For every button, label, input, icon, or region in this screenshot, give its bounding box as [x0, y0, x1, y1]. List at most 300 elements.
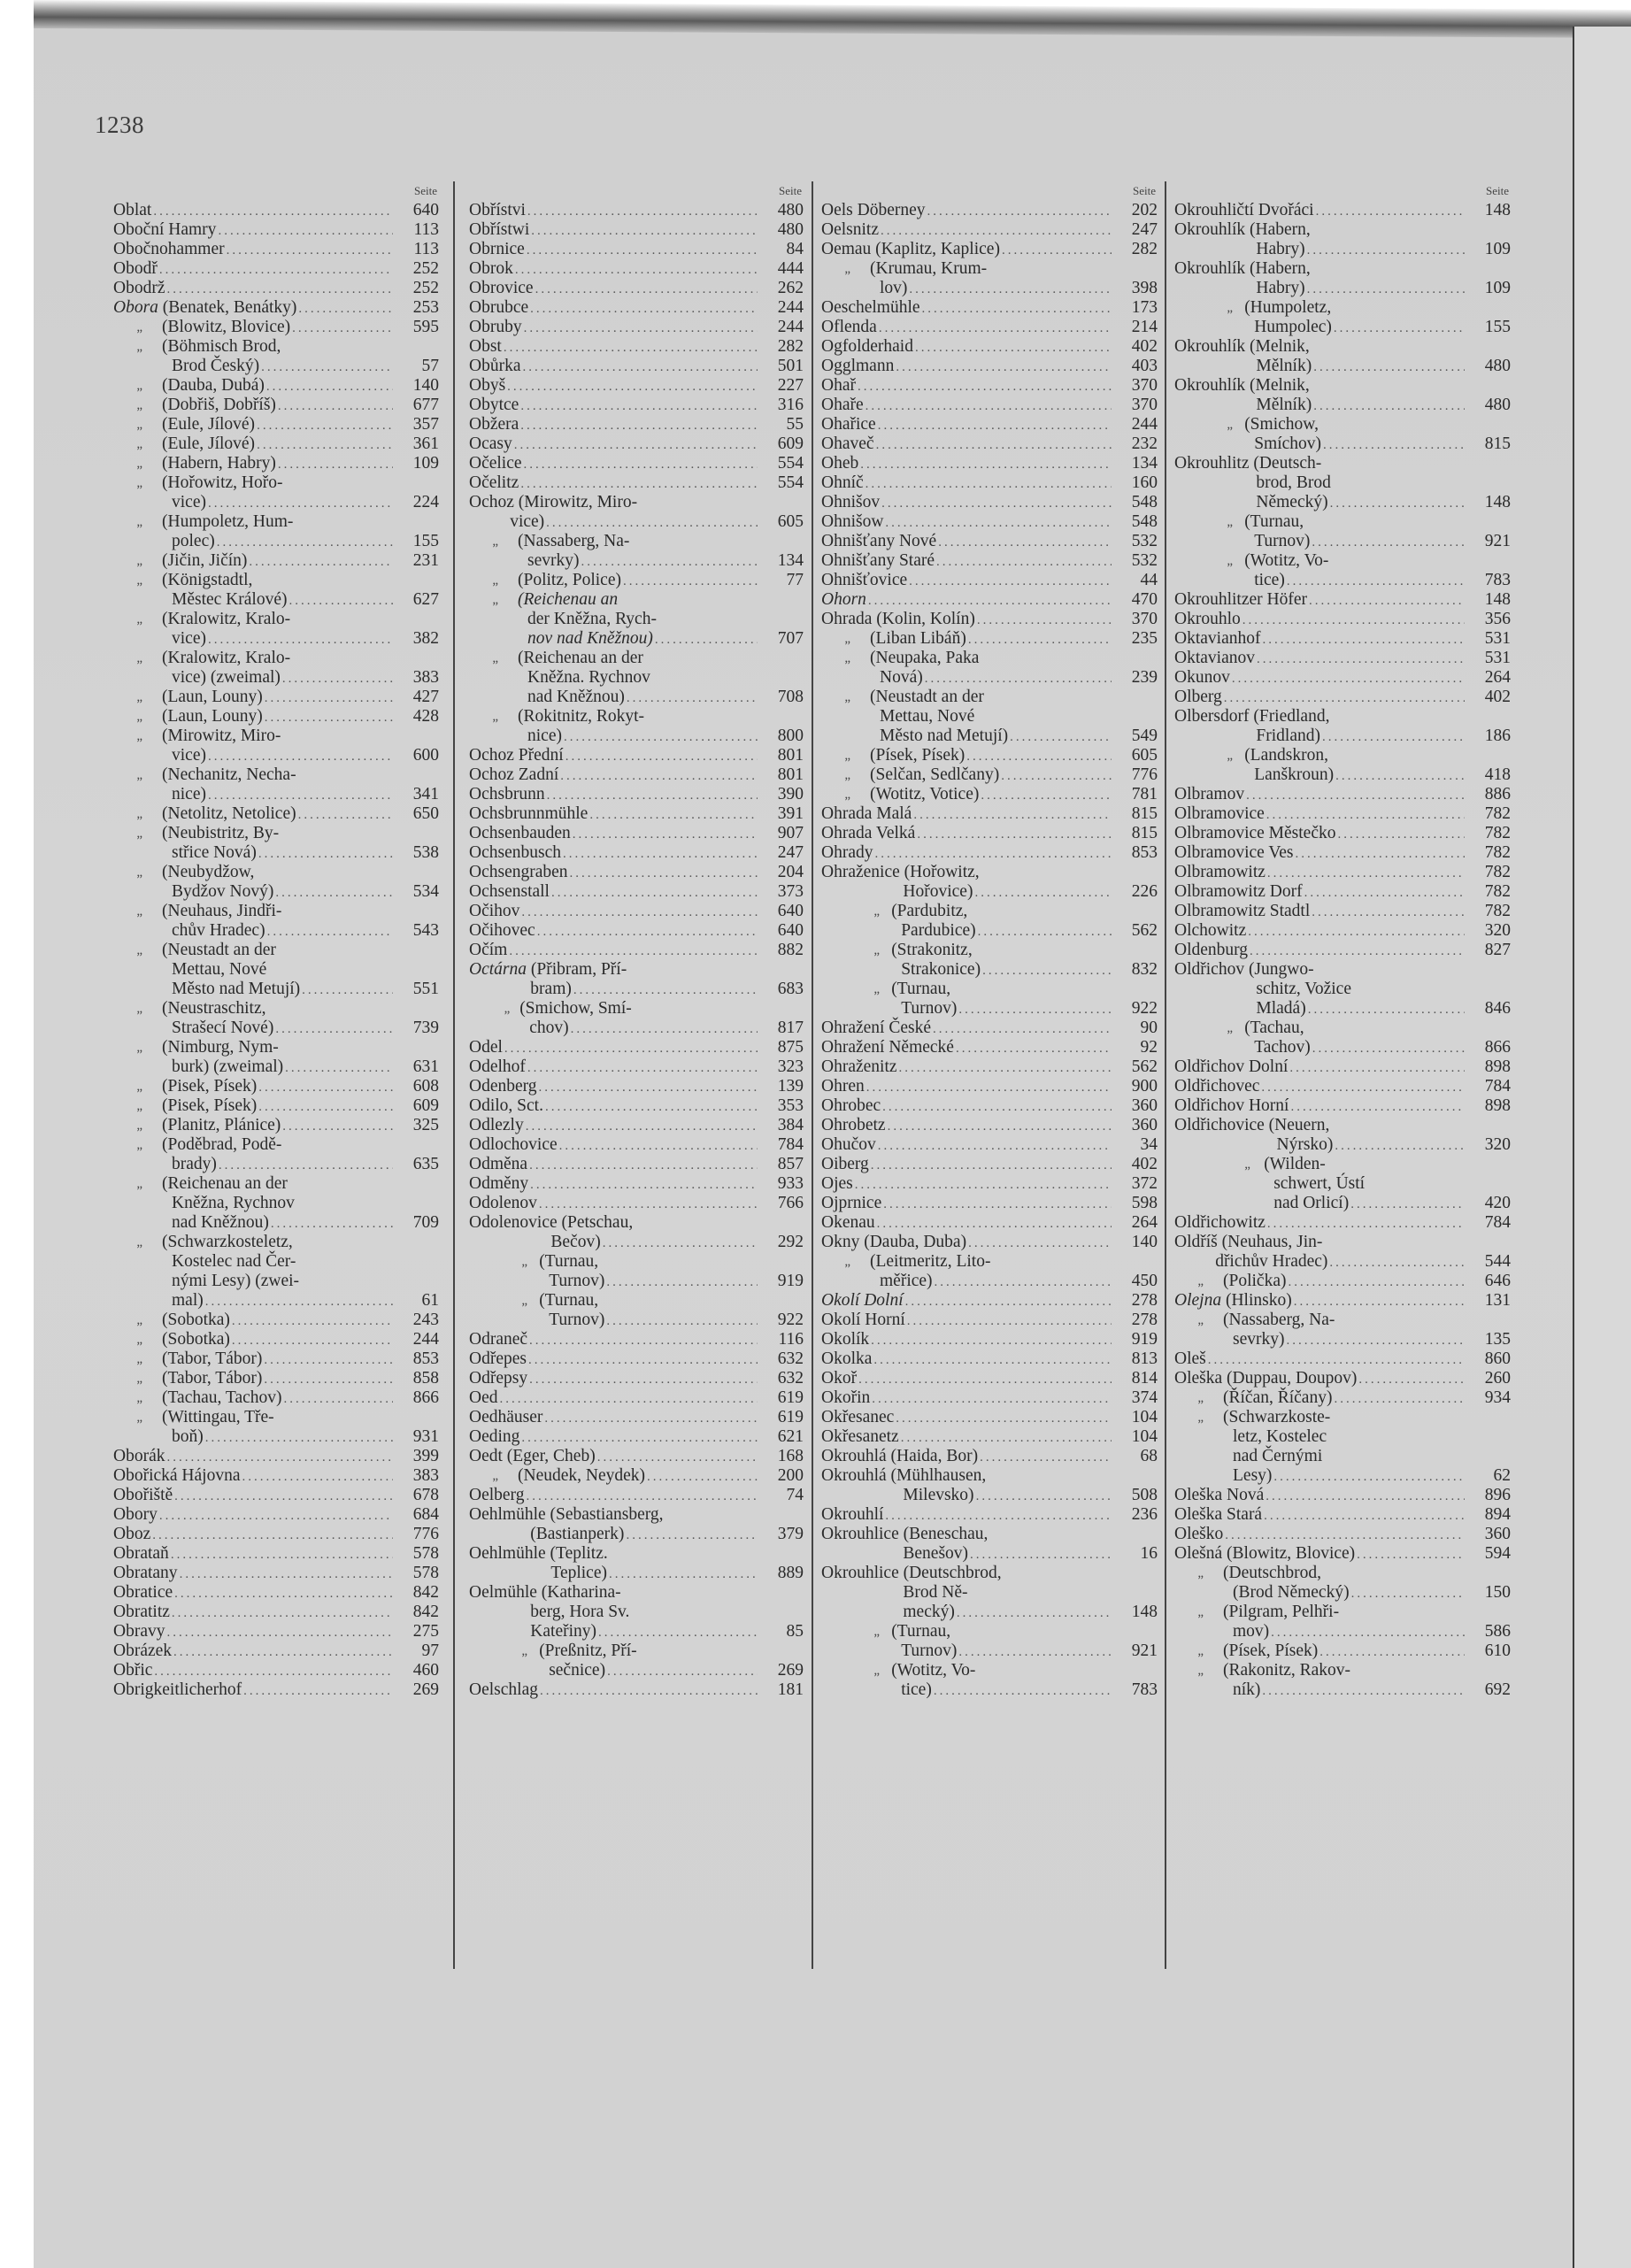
- entry-text: (Nimburg, Nym-: [162, 1038, 279, 1057]
- entry-text: Oblat: [113, 201, 152, 219]
- entry-text: Milevsko): [903, 1486, 974, 1504]
- entry-line: [821, 921, 1158, 941]
- index-entry: [469, 707, 804, 746]
- entry-line: [113, 1155, 439, 1174]
- page-reference: 784: [777, 1135, 804, 1154]
- index-entry: [469, 1466, 804, 1486]
- entry-line: [113, 1272, 439, 1291]
- index-entry: [113, 1408, 439, 1447]
- entry-line: [469, 1349, 804, 1369]
- entry-line: [821, 1077, 1158, 1096]
- index-entry: [469, 1096, 804, 1116]
- entry-line: [113, 434, 439, 454]
- column-divider-2: [812, 181, 813, 1969]
- index-entry: [469, 259, 804, 279]
- ditto-mark: „: [873, 1625, 881, 1639]
- entry-line: [821, 1525, 1158, 1544]
- page-reference: 632: [777, 1369, 804, 1388]
- entry-text: Obratitz: [113, 1603, 170, 1621]
- page-reference: 594: [1484, 1544, 1511, 1563]
- page-reference: 640: [412, 201, 439, 219]
- index-entry: [113, 1233, 439, 1311]
- entry-line: [1174, 668, 1511, 688]
- entry-line: [113, 1194, 439, 1213]
- entry-line: [113, 532, 439, 551]
- page-reference: 919: [777, 1272, 804, 1290]
- index-entry: [1174, 259, 1511, 298]
- entry-text: Odřepsy: [469, 1369, 528, 1388]
- entry-line: [1174, 1252, 1511, 1272]
- page-reference: 543: [412, 921, 439, 940]
- entry-line: [1174, 649, 1511, 668]
- entry-text: Ohražení Německé: [821, 1038, 954, 1057]
- page-reference: 231: [412, 551, 439, 570]
- entry-line: [821, 804, 1158, 824]
- entry-text: Očím: [469, 941, 508, 959]
- index-entry: [821, 1174, 1158, 1194]
- entry-line: [113, 240, 439, 259]
- page-reference: 244: [1131, 415, 1158, 434]
- dot-leader: [1334, 319, 1465, 338]
- dot-leader: [547, 786, 758, 805]
- page-reference: 226: [1131, 882, 1158, 901]
- entry-text: Okrouhlo: [1174, 610, 1241, 628]
- page-reference: 428: [412, 707, 439, 726]
- page-reference: 134: [777, 551, 804, 570]
- page-reference: 418: [1484, 765, 1511, 784]
- dot-leader: [159, 1506, 393, 1526]
- index-entry: [469, 571, 804, 590]
- dot-leader: [627, 688, 758, 708]
- page-reference: 562: [1131, 1057, 1158, 1076]
- entry-line: [1174, 1311, 1511, 1330]
- index-entry: [113, 902, 439, 941]
- entry-line: [1174, 493, 1511, 512]
- entry-text: Okolík: [821, 1330, 870, 1349]
- entry-line: [1174, 220, 1511, 240]
- entry-line: [821, 1641, 1158, 1661]
- entry-text: Ohrada (Kolin, Kolín): [821, 610, 975, 628]
- entry-line: [1174, 1135, 1511, 1155]
- dot-leader: [1309, 591, 1465, 611]
- dot-leader: [527, 241, 758, 260]
- index-entry: [1174, 1019, 1511, 1057]
- dot-leader: [606, 1272, 758, 1292]
- entry-line: [1174, 1564, 1511, 1583]
- entry-line: [113, 863, 439, 882]
- entry-text: Benešov): [903, 1544, 969, 1563]
- index-entry: [1174, 804, 1511, 824]
- dot-leader: [563, 844, 758, 864]
- page-reference: 921: [1484, 532, 1511, 550]
- index-entry: [469, 921, 804, 941]
- ditto-mark: „: [521, 1644, 528, 1658]
- page-reference: 244: [412, 1330, 439, 1349]
- dot-leader: [264, 1370, 393, 1389]
- dot-leader: [1334, 1389, 1465, 1409]
- page-reference: 896: [1484, 1486, 1511, 1504]
- entry-text: (Pardubitz,: [891, 902, 968, 920]
- entry-line: [113, 804, 439, 824]
- dot-leader: [1295, 844, 1465, 864]
- entry-line: [821, 590, 1158, 610]
- page-reference: 782: [1484, 863, 1511, 881]
- entry-text: Odel: [469, 1038, 503, 1057]
- dot-leader: [871, 1331, 1112, 1350]
- entry-text: bram): [530, 980, 572, 998]
- entry-line: [469, 629, 804, 649]
- entry-line: [821, 318, 1158, 337]
- entry-text: (Selčan, Sedlčany): [870, 765, 1000, 784]
- page-reference: 320: [1484, 1135, 1511, 1154]
- entry-line: [469, 1564, 804, 1583]
- dot-leader: [1267, 1214, 1465, 1234]
- dot-leader: [302, 980, 393, 1000]
- page-reference: 370: [1131, 396, 1158, 414]
- entry-line: [1174, 240, 1511, 259]
- page-reference: 609: [412, 1096, 439, 1115]
- index-entry: [469, 298, 804, 318]
- entry-text: Město nad Metují): [172, 980, 301, 998]
- entry-text: (Eule, Jílové): [162, 434, 256, 453]
- index-entry: [469, 882, 804, 902]
- page-reference: 353: [777, 1096, 804, 1115]
- page-reference: 554: [777, 454, 804, 473]
- entry-text: nice): [527, 727, 562, 745]
- entry-text: Okrouhlík (Melnik,: [1174, 376, 1310, 395]
- index-entry: [113, 1174, 439, 1233]
- entry-text: (Nassaberg, Na-: [518, 532, 630, 550]
- entry-line: [821, 512, 1158, 532]
- page-reference: 260: [1484, 1369, 1511, 1388]
- index-entry: [469, 1486, 804, 1505]
- dot-leader: [1257, 650, 1465, 669]
- ditto-mark: „: [136, 437, 143, 451]
- entry-line: [1174, 1486, 1511, 1505]
- page-reference: 235: [1131, 629, 1158, 648]
- index-entry: [821, 1233, 1158, 1252]
- index-entry: [1174, 201, 1511, 220]
- index-entry: [821, 863, 1158, 902]
- index-entry: [1174, 1272, 1511, 1291]
- entry-text: Lanškroun): [1254, 765, 1335, 784]
- entry-text: Strakonice): [901, 960, 981, 979]
- index-entry: [821, 512, 1158, 532]
- index-entry: [113, 240, 439, 259]
- entry-line: [1174, 551, 1511, 571]
- dot-leader: [934, 1681, 1112, 1701]
- entry-text: Kostelec nad Čer-: [172, 1252, 296, 1271]
- entry-text: Obruby: [469, 318, 522, 336]
- dot-leader: [909, 280, 1112, 299]
- page-reference: 109: [412, 454, 439, 473]
- entry-line: [1174, 279, 1511, 298]
- entry-line: [469, 240, 804, 259]
- page-reference: 898: [1484, 1057, 1511, 1076]
- index-entry: [821, 1525, 1158, 1564]
- index-entry: [1174, 1077, 1511, 1096]
- index-entry: [1174, 941, 1511, 960]
- entry-text: Ohníč: [821, 473, 864, 492]
- page-reference: 766: [777, 1194, 804, 1212]
- entry-text: (Smichow,: [1244, 415, 1319, 434]
- dot-leader: [1350, 1195, 1465, 1214]
- page-reference: 104: [1131, 1427, 1158, 1446]
- entry-text: (Rokitnitz, Rokyt-: [518, 707, 644, 726]
- entry-line: [1174, 1233, 1511, 1252]
- dot-leader: [527, 1058, 758, 1078]
- entry-text: (Neustadt an der: [162, 941, 276, 959]
- page-reference: 480: [777, 220, 804, 239]
- index-entry: [821, 259, 1158, 298]
- page-reference: 253: [412, 298, 439, 317]
- entry-line: [821, 396, 1158, 415]
- index-entry: [113, 1349, 439, 1369]
- entry-text: Olbramowitz Dorf: [1174, 882, 1303, 901]
- entry-text: (Wotitz, Vo-: [891, 1661, 976, 1680]
- ditto-mark: „: [1227, 418, 1234, 432]
- entry-text: ník): [1233, 1680, 1261, 1699]
- index-entry: [821, 1661, 1158, 1700]
- dot-leader: [885, 1506, 1112, 1526]
- dot-leader: [531, 221, 758, 241]
- entry-line: [113, 1466, 439, 1486]
- dot-leader: [858, 1370, 1112, 1389]
- index-entry: [821, 765, 1158, 785]
- entry-line: [469, 668, 804, 688]
- entry-line: [821, 1194, 1158, 1213]
- entry-line: [469, 1194, 804, 1213]
- page-reference: 692: [1484, 1680, 1511, 1699]
- dot-leader: [982, 961, 1112, 980]
- page-reference: 480: [1484, 357, 1511, 375]
- page-reference: 200: [777, 1466, 804, 1485]
- page-reference: 370: [1131, 376, 1158, 395]
- index-entry: [469, 1447, 804, 1466]
- entry-line: [821, 746, 1158, 765]
- page-reference: 801: [777, 746, 804, 765]
- entry-line: [113, 902, 439, 921]
- dot-leader: [958, 1000, 1112, 1019]
- entry-text: Olbramovice Ves: [1174, 843, 1294, 862]
- entry-line: [821, 863, 1158, 882]
- entry-text: Oleška (Duppau, Doupov): [1174, 1369, 1358, 1388]
- entry-text: (Písek, Písek): [870, 746, 966, 765]
- page-reference: 684: [412, 1505, 439, 1524]
- page-reference: 815: [1484, 434, 1511, 453]
- index-entry: [821, 571, 1158, 590]
- page-reference: 399: [412, 1447, 439, 1465]
- entry-text: dřichův Hradec): [1215, 1252, 1328, 1271]
- entry-text: Oboz: [113, 1525, 151, 1543]
- page-reference: 34: [1140, 1135, 1158, 1154]
- page-reference: 264: [1484, 668, 1511, 687]
- dot-leader: [571, 1019, 758, 1039]
- entry-line: [469, 804, 804, 824]
- entry-line: [469, 1155, 804, 1174]
- entry-text: Odlochovice: [469, 1135, 558, 1154]
- entry-text: (Planitz, Plánice): [162, 1116, 281, 1134]
- index-entry: [113, 259, 439, 279]
- dot-leader: [872, 1389, 1112, 1409]
- dot-leader: [877, 1214, 1112, 1234]
- page-reference: 239: [1131, 668, 1158, 687]
- entry-line: [469, 279, 804, 298]
- dot-leader: [606, 1311, 758, 1331]
- page-reference: 781: [1131, 785, 1158, 803]
- index-entry: [821, 240, 1158, 259]
- entry-line: [821, 668, 1158, 688]
- entry-text: Okrouhlík (Habern,: [1174, 259, 1311, 278]
- ditto-mark: „: [136, 1235, 143, 1249]
- ditto-mark: „: [1227, 749, 1234, 763]
- index-entry: [469, 1174, 804, 1194]
- index-entry: [469, 746, 804, 765]
- index-entry: [1174, 1408, 1511, 1486]
- entry-text: (Neudek, Neydek): [518, 1466, 646, 1485]
- dot-leader: [925, 669, 1112, 688]
- dot-leader: [922, 299, 1112, 319]
- index-entry: [469, 1388, 804, 1408]
- entry-line: [1174, 337, 1511, 357]
- page-reference: 827: [1484, 941, 1511, 959]
- page-reference: 247: [777, 843, 804, 862]
- entry-text: Ogfolderhaid: [821, 337, 913, 356]
- dot-leader: [514, 435, 758, 455]
- index-entry: [1174, 843, 1511, 863]
- page-reference: 155: [1484, 318, 1511, 336]
- index-entry: [113, 318, 439, 337]
- index-entry: [821, 1388, 1158, 1408]
- ditto-mark: „: [136, 1002, 143, 1016]
- entry-line: [113, 1641, 439, 1661]
- page-reference: 420: [1484, 1194, 1511, 1212]
- ditto-mark: „: [492, 593, 499, 607]
- entry-line: [469, 824, 804, 843]
- page-reference: 784: [1484, 1077, 1511, 1096]
- index-entry: [113, 1330, 439, 1349]
- dot-leader: [1335, 1136, 1465, 1156]
- entry-line: [113, 688, 439, 707]
- entry-text: nov nad Kněžnou): [527, 629, 653, 648]
- entry-text: (Jičin, Jičín): [162, 551, 248, 570]
- dot-leader: [905, 1292, 1112, 1311]
- index-entry: [469, 590, 804, 649]
- entry-line: [821, 1408, 1158, 1427]
- entry-text: Olbramowitz Stadtl: [1174, 902, 1311, 920]
- entry-text: (Schwarzkoste-: [1223, 1408, 1331, 1426]
- page-reference: 90: [1140, 1019, 1158, 1037]
- index-entry: [1174, 337, 1511, 376]
- entry-line: [469, 1525, 804, 1544]
- dot-leader: [1001, 766, 1112, 786]
- page-reference: 391: [777, 804, 804, 823]
- entry-text: schitz, Vožice: [1256, 980, 1351, 998]
- index-entry: [821, 746, 1158, 765]
- dot-leader: [570, 864, 758, 883]
- index-entry: [1174, 688, 1511, 707]
- entry-text: Obrataň: [113, 1544, 169, 1563]
- entry-line: [821, 1233, 1158, 1252]
- ditto-mark: „: [136, 710, 143, 724]
- index-column-1: [113, 181, 439, 1700]
- entry-text: (Tabor, Tábor): [162, 1369, 263, 1388]
- index-entry: [821, 1369, 1158, 1388]
- entry-text: Okrouhlice (Deutschbrod,: [821, 1564, 1002, 1582]
- entry-line: [1174, 1077, 1511, 1096]
- entry-line: [821, 1330, 1158, 1349]
- entry-line: [113, 1252, 439, 1272]
- page-reference: 361: [412, 434, 439, 453]
- dot-leader: [1312, 903, 1465, 922]
- index-entry: [469, 649, 804, 707]
- entry-text: Okrouhlitz (Deutsch-: [1174, 454, 1322, 473]
- entry-line: [1174, 1408, 1511, 1427]
- entry-line: [1174, 396, 1511, 415]
- entry-text: Turnov): [901, 1641, 958, 1660]
- page-reference: 782: [1484, 804, 1511, 823]
- entry-text: (Laun, Louny): [162, 688, 263, 706]
- dot-leader: [1308, 1000, 1465, 1019]
- ditto-mark: „: [844, 690, 851, 704]
- dot-leader: [521, 1428, 758, 1448]
- entry-line: [821, 454, 1158, 473]
- index-entry: [1174, 220, 1511, 259]
- entry-text: vice): [510, 512, 545, 531]
- index-entry: [821, 1096, 1158, 1116]
- page-reference: 783: [1131, 1680, 1158, 1699]
- entry-text: (Turnau,: [539, 1252, 599, 1271]
- entry-text: Obst: [469, 337, 502, 356]
- page-reference: 842: [412, 1603, 439, 1621]
- entry-line: [1174, 1680, 1511, 1700]
- entry-text: (Polička): [1223, 1272, 1287, 1290]
- entry-text: Olešná (Blowitz, Blovice): [1174, 1544, 1356, 1563]
- ditto-mark: „: [136, 1177, 143, 1191]
- dot-leader: [1330, 494, 1465, 513]
- entry-line: [469, 1505, 804, 1525]
- entry-text: (Kralowitz, Kralo-: [162, 610, 291, 628]
- dot-leader: [258, 1097, 393, 1117]
- page-reference: 370: [1131, 610, 1158, 628]
- entry-line: [469, 1135, 804, 1155]
- page-reference: 605: [777, 512, 804, 531]
- entry-text: Okolka: [821, 1349, 873, 1368]
- dot-leader: [1286, 1331, 1465, 1350]
- page-reference: 866: [412, 1388, 439, 1407]
- dot-leader: [1351, 1584, 1465, 1603]
- page-reference: 444: [777, 259, 804, 278]
- entry-text: vice): [172, 746, 206, 765]
- dot-leader: [258, 844, 393, 864]
- entry-line: [469, 941, 804, 960]
- entry-text: burk) (zweimal): [172, 1057, 284, 1076]
- index-entry: [469, 804, 804, 824]
- entry-line: [821, 1603, 1158, 1622]
- dot-leader: [266, 377, 393, 396]
- entry-text: Obrovice: [469, 279, 534, 297]
- entry-line: [113, 590, 439, 610]
- index-entry: [469, 1408, 804, 1427]
- entry-line: [1174, 1641, 1511, 1661]
- entry-line: [1174, 765, 1511, 785]
- index-entry: [113, 1544, 439, 1564]
- page-reference: 109: [1484, 279, 1511, 297]
- entry-line: [821, 727, 1158, 746]
- ditto-mark: „: [844, 262, 851, 276]
- entry-text: Oldřichovice (Neuern,: [1174, 1116, 1330, 1134]
- entry-line: [469, 1096, 804, 1116]
